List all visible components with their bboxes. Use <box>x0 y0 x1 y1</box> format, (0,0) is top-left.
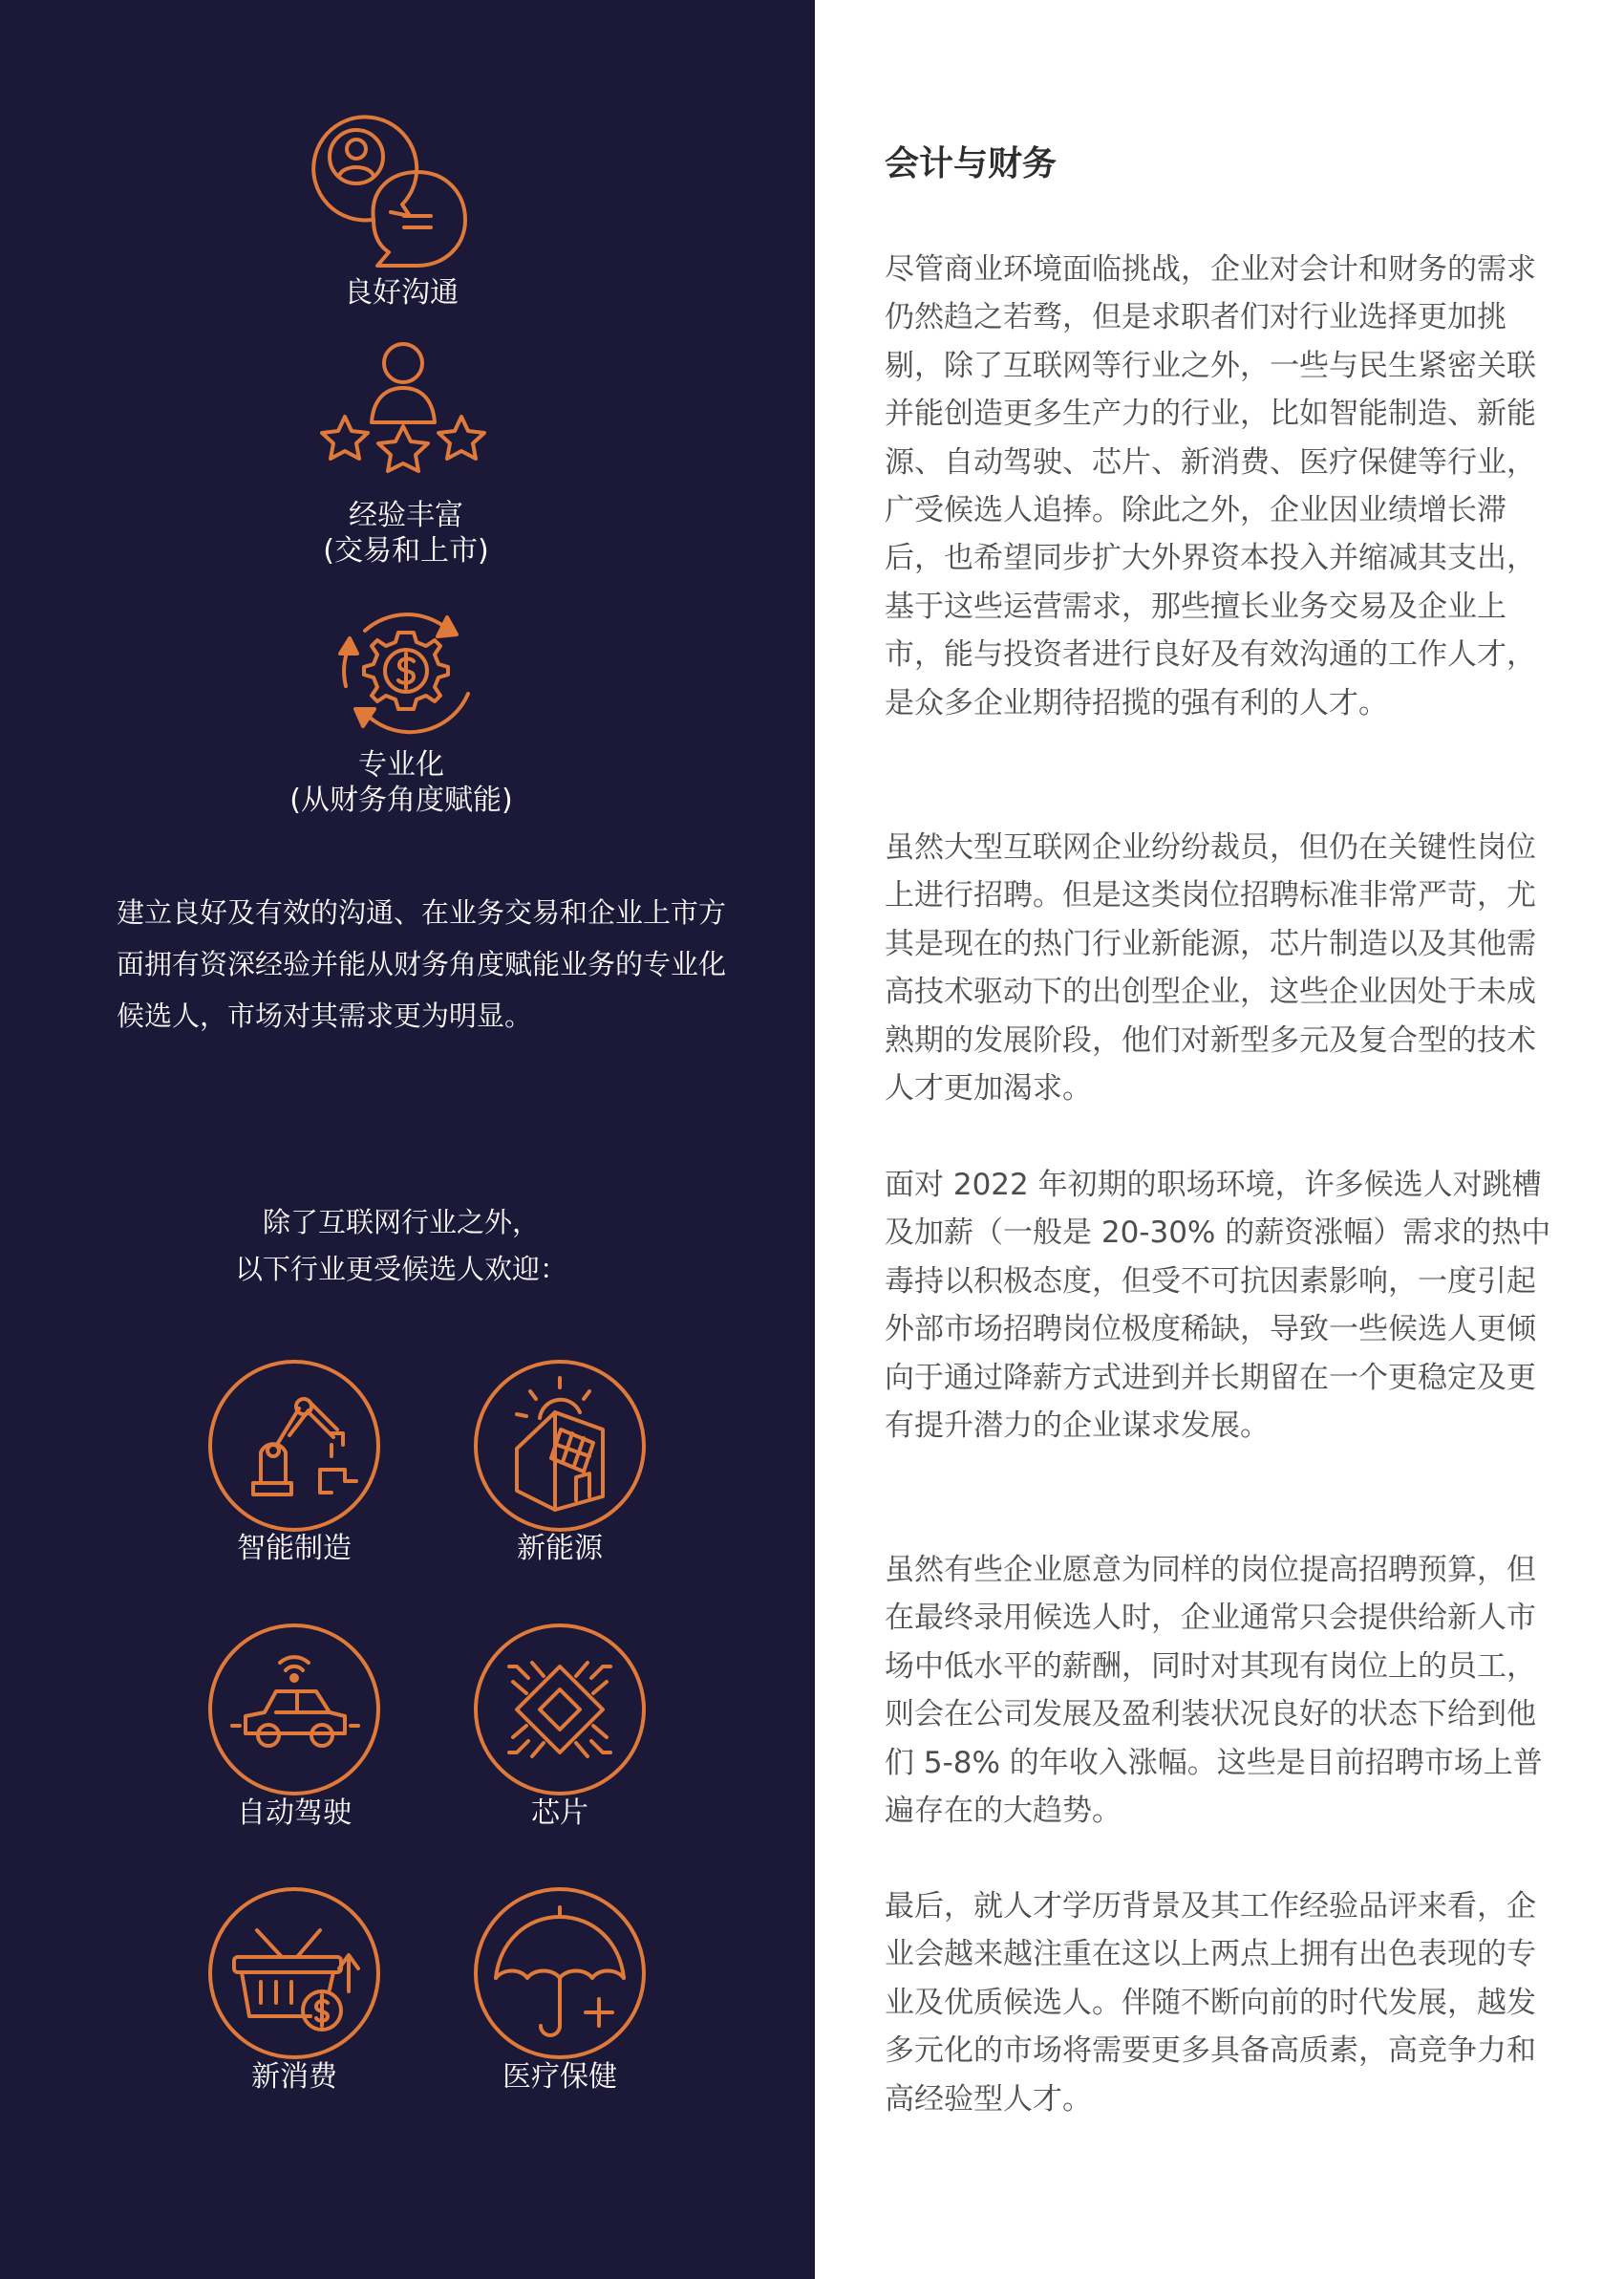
body-paragraph: 面对 2022 年初期的职场环境，许多候选人对跳槽及加薪（一般是 20-30% 的薪资涨幅）需求的热中毒持以积极态度，但受不可抗因素影响，一度引起外部市场招聘岗位极度稀缺，导致一些候选人更倾向于通过降薪方式进到并长期留在一个更稳定及更有提升潜力的企业谋求发展。 <box>885 1168 1551 1444</box>
body-paragraph: 虽然大型互联网企业纷纷裁员，但仍在关键性岗位上进行招聘。但是这类岗位招聘标准非常严苛，尤其是现在的热门行业新能源，芯片制造以及其他需高技术驱动下的出创型企业，这些企业因处于未成熟期的发展阶段，他们对新型多元及复合型的技术人才更加渴求。 <box>885 830 1536 1107</box>
skills-summary: 建立良好及有效的沟通、在业务交易和企业上市方面拥有资深经验并能从财务角度赋能业务的专业化候选人，市场对其需求更为明显。 <box>117 896 727 1032</box>
body-paragraph: 虽然有些企业愿意为同样的岗位提高招聘预算，但在最终录用候选人时，企业通常只会提供给新人市场中低水平的薪酬，同时对其现有岗位上的员工，则会在公司发展及盈利装状况良好的状态下给到他们 5-8% 的年收入涨幅。这些是目前招聘市场上普遍存在的大趋势。 <box>885 1553 1543 1829</box>
gear-dollar-cycle-icon <box>334 602 478 741</box>
connected-car-icon <box>205 1621 383 1798</box>
industry-label: 医疗保健 <box>502 2060 617 2094</box>
solar-house-icon <box>471 1357 649 1535</box>
industry-label: 自动驾驶 <box>237 1796 352 1830</box>
chip-icon <box>471 1621 649 1798</box>
communication-chat-icon <box>310 113 473 270</box>
industry-label: 新能源 <box>517 1532 603 1565</box>
body-paragraph: 尽管商业环境面临挑战，企业对会计和财务的需求仍然趋之若骛，但是求职者们对行业选择更加挑剔，除了互联网等行业之外，一些与民生紧密关联并能创造更多生产力的行业，比如智能制造、新能源、自动驾驶、芯片、新消费、医疗保健等行业，广受候选人追捧。除此之外，企业因业绩增长滞后，也希望同步扩大外界资本投入并缩减其支出，基于这些运营需求，那些擅长业务交易及企业上市，能与投资者进行良好及有效沟通的工作人才，是众多企业期待招揽的强有利的人才。 <box>885 252 1536 720</box>
section-title: 会计与财务 <box>885 144 1058 183</box>
industry-label: 芯片 <box>531 1796 588 1830</box>
skill-caption-experience: 经验丰富 (交易和上市) <box>323 499 489 568</box>
umbrella-plus-icon <box>471 1884 649 2062</box>
industry-label: 智能制造 <box>237 1532 352 1565</box>
skill-caption-communication: 良好沟通 <box>344 276 459 310</box>
skill-caption-specialization: 专业化 (从财务角度赋能) <box>289 748 513 817</box>
shopping-basket-icon <box>205 1884 383 2062</box>
industry-intro: 除了互联网行业之外， 以下行业更受候选人欢迎： <box>234 1206 567 1285</box>
industry-label: 新消费 <box>251 2060 337 2094</box>
body-paragraph: 最后，就人才学历背景及其工作经验品评来看，企业会越来越注重在这以上两点上拥有出色表现的专业及优质候选人。伴随不断向前的时代发展，越发多元化的市场将需要更多具备高质素，高竞争力和高经验型人才。 <box>885 1889 1536 2117</box>
robot-arm-icon <box>205 1357 383 1535</box>
person-stars-icon <box>312 334 494 487</box>
